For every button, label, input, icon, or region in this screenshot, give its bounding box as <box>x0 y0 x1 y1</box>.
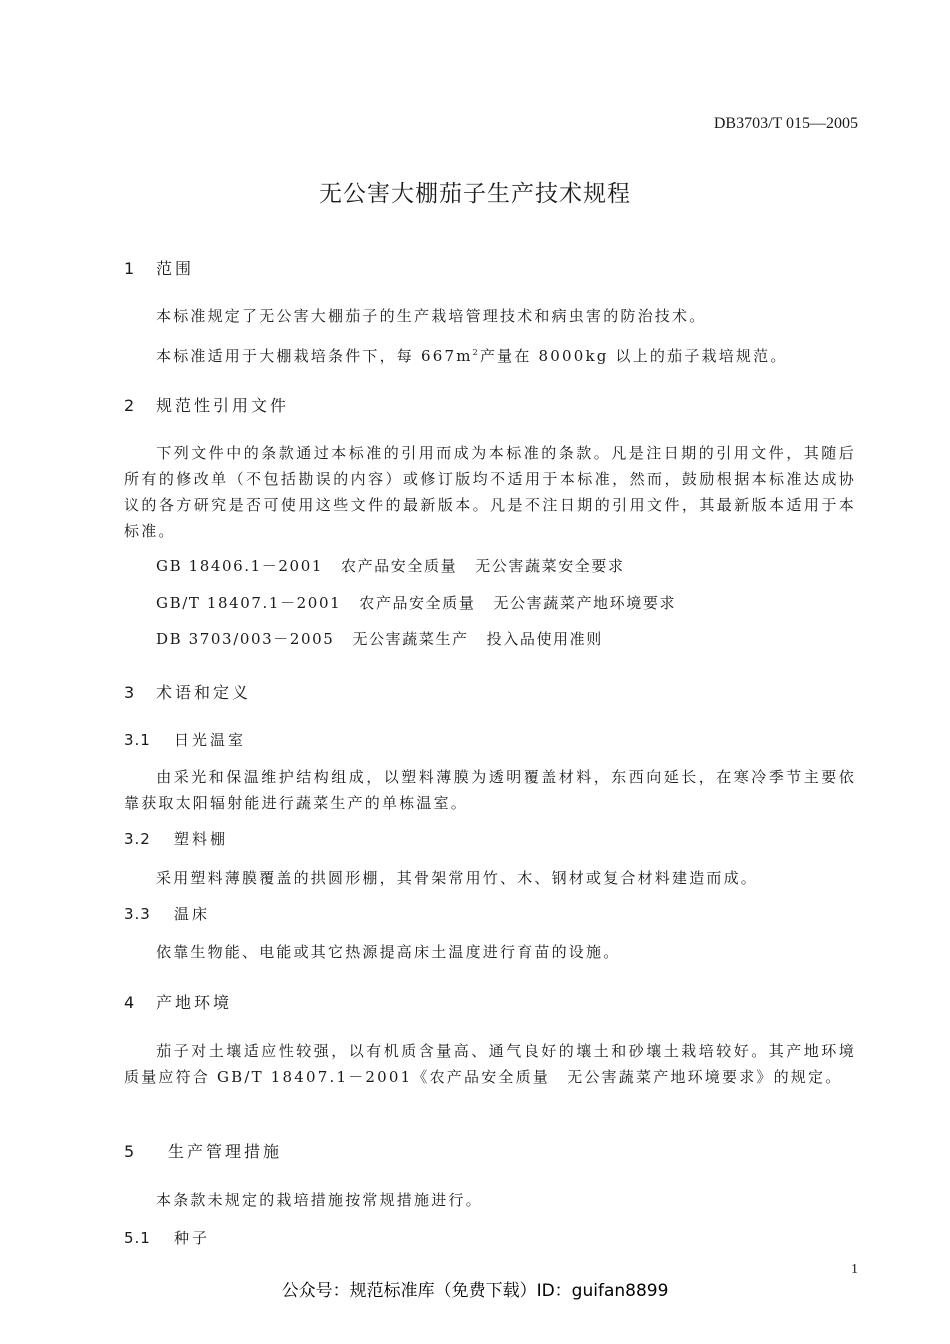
subsection-title: 温床 <box>174 905 211 923</box>
text-part: 本标准适用于大棚栽培条件下，每 667m <box>156 347 473 365</box>
reference-name: 无公害蔬菜产地环境要求 <box>493 594 677 612</box>
reference-name: 农产品安全质量 <box>340 557 458 575</box>
document-number: DB3703/T 015—2005 <box>713 115 858 132</box>
subsection-heading-3-1 <box>124 729 246 750</box>
paragraph-text: 由采光和保温维护结构组成，以塑料薄膜为透明覆盖材料，东西向延长，在寒冷季节主要依靠获取太阳辐射能进行蔬菜生产的单栋温室。 <box>124 768 856 812</box>
subsection-title: 种子 <box>174 1229 211 1247</box>
subsection-number: 3.2 <box>124 830 151 848</box>
section-heading-1 <box>124 256 194 279</box>
paragraph: 依靠生物能、电能或其它热源提高床土温度进行育苗的设施。 <box>156 943 621 961</box>
text-part: 产量在 8000kg 以上的茄子栽培规范。 <box>479 347 788 365</box>
subsection-title: 日光温室 <box>174 731 247 749</box>
subsection-heading-3-2 <box>124 828 228 849</box>
section-heading-5 <box>124 1139 282 1162</box>
paragraph-text: 茄子对土壤适应性较强，以有机质含量高、通气良好的壤土和砂壤土栽培较好。其产地环境质量应符合 GB/T 18407.1－2001《农产品安全质量 无公害蔬菜产地环境要求》的规定。 <box>124 1042 856 1086</box>
paragraph <box>124 764 856 816</box>
document-title: 无公害大棚茄子生产技术规程 <box>319 181 631 207</box>
paragraph <box>124 440 856 544</box>
paragraph-text: 下列文件中的条款通过本标准的引用而成为本标准的条款。凡是注日期的引用文件，其随后所有的修改单（不包括勘误的内容）或修订版均不适用于本标准，然而，鼓励根据本标准达成协议的各方研究是否可使用这些文件的最新版本。凡是不注日期的引用文件，其最新版本适用于本标准。 <box>124 444 856 540</box>
reference-name: 投入品使用准则 <box>486 630 603 648</box>
subsection-number: 5.1 <box>124 1229 151 1247</box>
subsection-number: 3.3 <box>124 905 151 923</box>
section-heading-2 <box>124 393 289 416</box>
reference-code: GB/T 18407.1－2001 <box>156 594 342 612</box>
section-number: 1 <box>124 259 135 278</box>
subsection-title: 塑料棚 <box>174 830 229 848</box>
section-number: 2 <box>124 396 135 415</box>
reference-item <box>156 592 676 613</box>
subsection-heading-3-3 <box>124 903 210 924</box>
section-title: 产地环境 <box>156 993 233 1012</box>
paragraph <box>124 1038 856 1090</box>
section-title: 规范性引用文件 <box>156 396 290 415</box>
superscript: 2 <box>472 348 480 357</box>
section-title: 生产管理措施 <box>168 1142 283 1161</box>
reference-name: 无公害蔬菜安全要求 <box>475 557 625 575</box>
watermark-footer: 公众号：规范标准库（免费下载）ID：guifan8899 <box>281 1281 669 1301</box>
section-number: 4 <box>124 993 135 1012</box>
paragraph: 采用塑料薄膜覆盖的拱圆形棚，其骨架常用竹、木、钢材或复合材料建造而成。 <box>156 869 759 887</box>
section-number: 3 <box>124 683 135 702</box>
paragraph <box>156 340 788 369</box>
reference-name: 农产品安全质量 <box>359 594 476 612</box>
subsection-heading-5-1 <box>124 1227 210 1248</box>
section-title: 术语和定义 <box>156 683 252 702</box>
reference-item <box>156 628 603 649</box>
page-number: 1 <box>851 1262 858 1277</box>
reference-code: DB 3703/003－2005 <box>156 630 335 648</box>
section-heading-4 <box>124 990 232 1013</box>
reference-item <box>156 555 625 576</box>
reference-name: 无公害蔬菜生产 <box>352 630 469 648</box>
subsection-number: 3.1 <box>124 731 151 749</box>
section-number: 5 <box>124 1142 135 1161</box>
section-heading-3 <box>124 680 251 703</box>
reference-code: GB 18406.1－2001 <box>156 557 323 575</box>
paragraph: 本条款未规定的栽培措施按常规措施进行。 <box>156 1191 483 1209</box>
section-title: 范围 <box>156 259 195 278</box>
paragraph: 本标准规定了无公害大棚茄子的生产栽培管理技术和病虫害的防治技术。 <box>156 307 707 325</box>
